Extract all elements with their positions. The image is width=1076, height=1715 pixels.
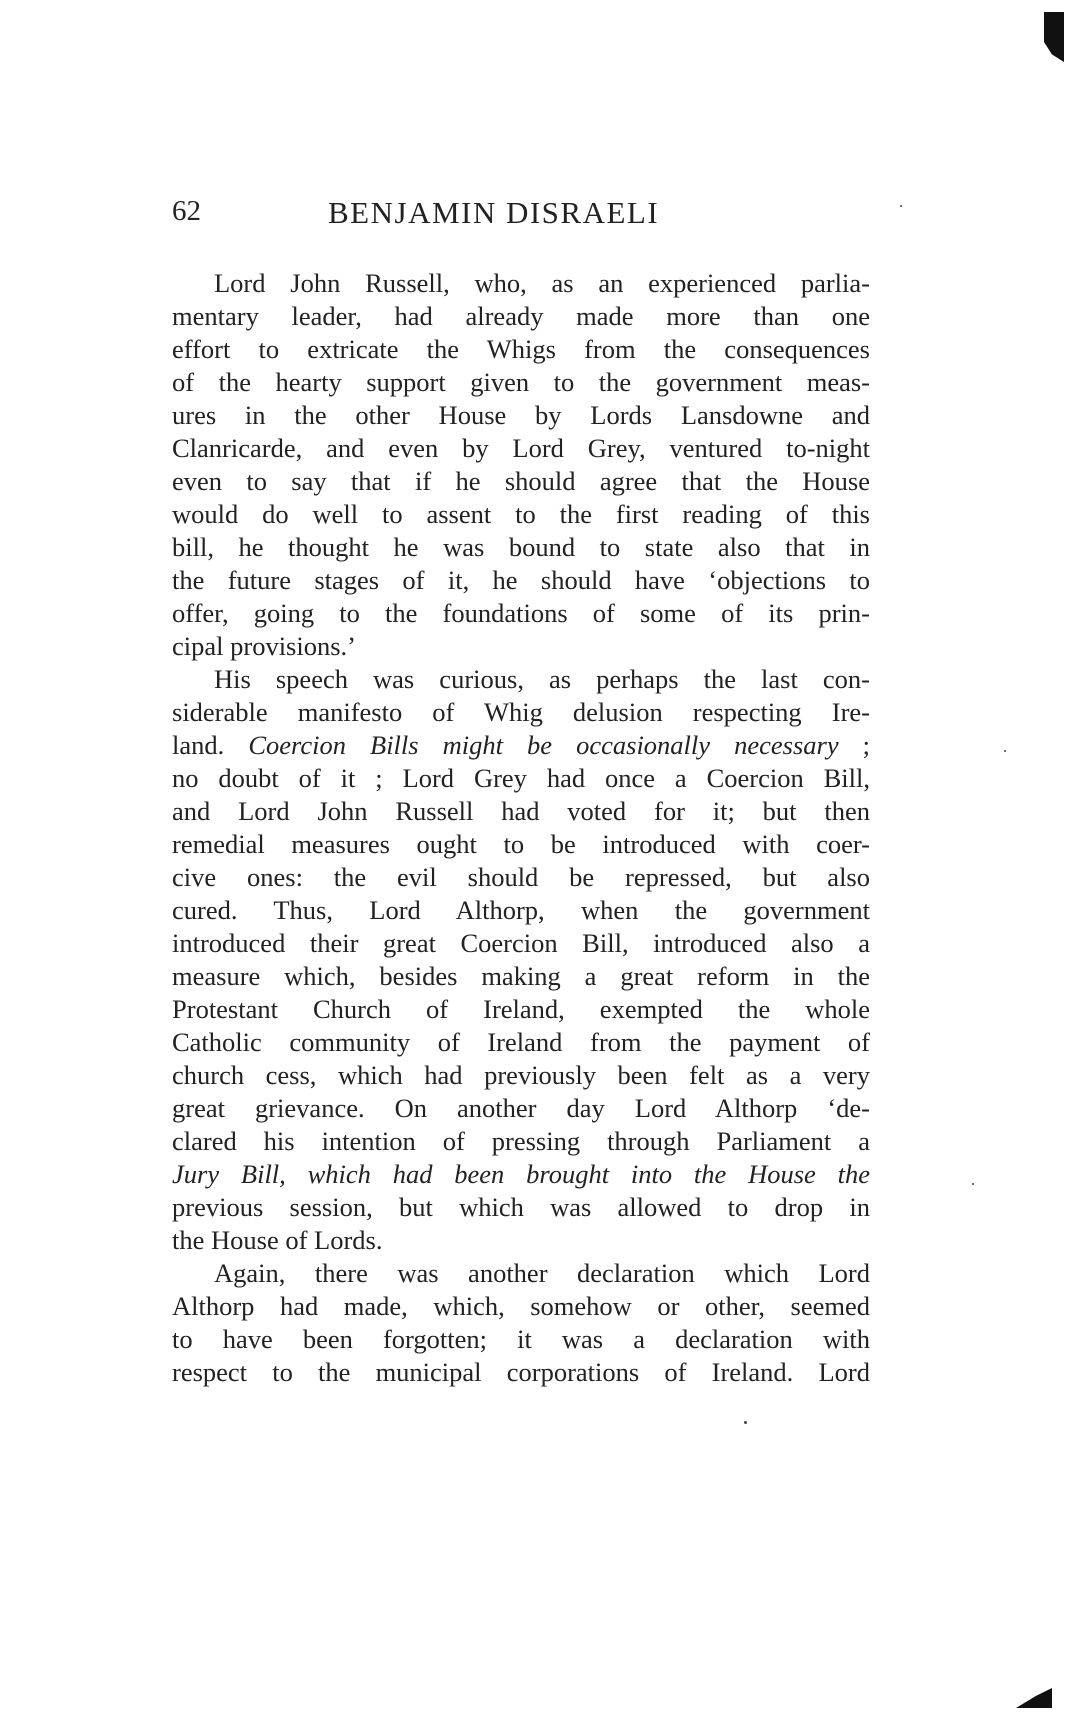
paragraph bbox=[172, 267, 870, 663]
text-line bbox=[172, 1026, 870, 1059]
text-segment: of the hearty support given to the government meas- bbox=[172, 367, 870, 397]
text-segment: measure which, besides making a great reform in the bbox=[172, 961, 870, 991]
body-text bbox=[172, 267, 870, 1389]
text-line bbox=[172, 1257, 870, 1290]
paragraph bbox=[172, 663, 870, 1257]
text-segment: respect to the municipal corporations of Ireland. Lord bbox=[172, 1357, 870, 1387]
text-segment: His speech was curious, as perhaps the last con- bbox=[214, 664, 870, 694]
text-segment: bill, he thought he was bound to state also that in bbox=[172, 532, 870, 562]
text-line bbox=[172, 498, 870, 531]
text-line bbox=[172, 267, 870, 300]
text-line bbox=[172, 300, 870, 333]
text-segment: Protestant Church of Ireland, exempted the whole bbox=[172, 994, 870, 1024]
text-segment: great grievance. On another day Lord Althorp ‘de- bbox=[172, 1093, 870, 1123]
text-line bbox=[172, 1290, 870, 1323]
text-line bbox=[172, 1059, 870, 1092]
text-segment: Althorp had made, which, somehow or other, seemed bbox=[172, 1291, 870, 1321]
page-number: 62 bbox=[172, 195, 201, 227]
text-segment: cive ones: the evil should be repressed, but also bbox=[172, 862, 870, 892]
text-segment: church cess, which had previously been felt as a very bbox=[172, 1060, 870, 1090]
paragraph bbox=[172, 1257, 870, 1389]
page-header bbox=[172, 195, 872, 245]
scan-speck bbox=[972, 1183, 974, 1185]
text-segment: cipal provisions.’ bbox=[172, 631, 356, 661]
text-line bbox=[172, 993, 870, 1026]
text-segment: cured. Thus, Lord Althorp, when the government bbox=[172, 895, 870, 925]
text-segment: to have been forgotten; it was a declaration with bbox=[172, 1324, 870, 1354]
text-line bbox=[172, 894, 870, 927]
text-segment: the future stages of it, he should have ‘objections to bbox=[172, 565, 870, 595]
italic-text: Coercion Bills might be occasionally necessary bbox=[248, 730, 839, 760]
text-line bbox=[172, 399, 870, 432]
text-line bbox=[172, 1224, 870, 1257]
text-line bbox=[172, 432, 870, 465]
text-segment: siderable manifesto of Whig delusion respecting Ire- bbox=[172, 697, 870, 727]
text-segment: ; bbox=[838, 730, 871, 760]
text-line bbox=[172, 630, 870, 663]
text-segment: ures in the other House by Lords Lansdowne and bbox=[172, 400, 870, 430]
text-segment: Lord John Russell, who, as an experienced parlia- bbox=[214, 268, 870, 298]
scan-speck bbox=[1004, 750, 1006, 752]
text-line bbox=[172, 531, 870, 564]
text-line bbox=[172, 861, 870, 894]
text-line bbox=[172, 828, 870, 861]
text-segment: Clanricarde, and even by Lord Grey, ventured to-night bbox=[172, 433, 870, 463]
text-segment: introduced their great Coercion Bill, introduced also a bbox=[172, 928, 870, 958]
text-segment: Catholic community of Ireland from the payment of bbox=[172, 1027, 870, 1057]
text-line bbox=[172, 762, 870, 795]
text-line bbox=[172, 465, 870, 498]
text-segment: remedial measures ought to be introduced with coer- bbox=[172, 829, 870, 859]
text-segment: previous session, but which was allowed to drop in bbox=[172, 1192, 870, 1222]
text-segment: Again, there was another declaration which Lord bbox=[214, 1258, 870, 1288]
text-line bbox=[172, 729, 870, 762]
text-segment: even to say that if he should agree that the House bbox=[172, 466, 870, 496]
text-segment: and Lord John Russell had voted for it; but then bbox=[172, 796, 870, 826]
text-line bbox=[172, 333, 870, 366]
text-segment: effort to extricate the Whigs from the consequences bbox=[172, 334, 870, 364]
scan-speck bbox=[744, 1421, 747, 1424]
text-line bbox=[172, 564, 870, 597]
scan-edge-mark bbox=[1044, 12, 1064, 62]
text-line bbox=[172, 663, 870, 696]
running-title: BENJAMIN DISRAELI bbox=[328, 195, 660, 230]
text-line bbox=[172, 960, 870, 993]
text-segment: no doubt of it ; Lord Grey had once a Coercion Bill, bbox=[172, 763, 870, 793]
text-line bbox=[172, 366, 870, 399]
text-line bbox=[172, 927, 870, 960]
text-line bbox=[172, 1323, 870, 1356]
text-line bbox=[172, 1356, 870, 1389]
text-segment: the House of Lords. bbox=[172, 1225, 383, 1255]
text-segment: land. bbox=[172, 730, 249, 760]
text-segment: mentary leader, had already made more than one bbox=[172, 301, 870, 331]
text-line bbox=[172, 696, 870, 729]
text-line bbox=[172, 1092, 870, 1125]
text-segment: would do well to assent to the first reading of this bbox=[172, 499, 870, 529]
text-line bbox=[172, 1191, 870, 1224]
italic-text: Jury Bill, which had been brought into the House the bbox=[172, 1159, 870, 1189]
text-line bbox=[172, 795, 870, 828]
scan-edge-mark bbox=[1016, 1688, 1052, 1708]
text-line bbox=[172, 597, 870, 630]
text-line bbox=[172, 1158, 870, 1191]
scan-speck bbox=[900, 205, 902, 207]
text-line bbox=[172, 1125, 870, 1158]
text-segment: clared his intention of pressing through Parliament a bbox=[172, 1126, 870, 1156]
text-segment: offer, going to the foundations of some of its prin- bbox=[172, 598, 870, 628]
